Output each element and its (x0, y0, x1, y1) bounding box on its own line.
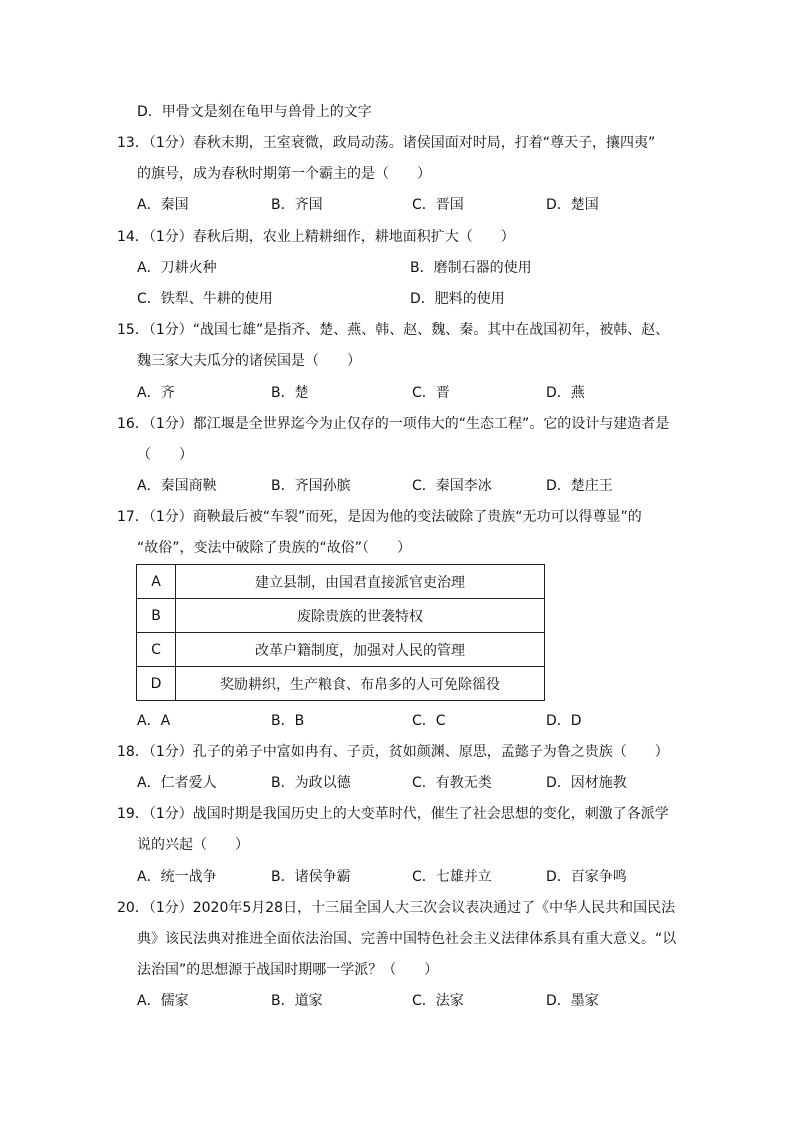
q18-option-c[interactable]: C．有教无类 (412, 775, 492, 791)
q15-stem-line1: 15．（1分）“战国七雄”是指齐、楚、燕、韩、赵、魏、秦。其中在战国初年，被韩、赵、 (117, 322, 670, 338)
table-key-cell: A (137, 565, 176, 599)
q20-stem-line3: 法治国”的思想源于战国时期哪一学派？（ ） (137, 962, 439, 978)
q20-option-a[interactable]: A．儒家 (137, 993, 189, 1009)
q19-option-c[interactable]: C．七雄并立 (412, 869, 492, 885)
q18-option-b[interactable]: B．为政以德 (271, 775, 351, 791)
q19-option-d[interactable]: D．百家争鸣 (546, 869, 627, 885)
q17-option-a[interactable]: A．A (137, 713, 171, 729)
q17-option-b[interactable]: B．B (271, 713, 305, 729)
q20-option-c[interactable]: C．法家 (412, 993, 464, 1009)
q15-option-c[interactable]: C．晋 (412, 385, 450, 401)
table-row (137, 565, 545, 599)
q16-option-c[interactable]: C．秦国李冰 (412, 478, 492, 494)
q15-option-a[interactable]: A．齐 (137, 385, 175, 401)
q18-stem-line1: 18．（1分）孔子的弟子中富如冉有、子贡，贫如颜渊、原思，孟懿子为鲁之贵族（ ） (117, 744, 669, 760)
q17-stem-line1: 17．（1分）商鞅最后被“车裂”而死，是因为他的变法破除了贵族“无功可以得尊显”的 (117, 509, 642, 525)
table-row (137, 633, 545, 667)
q18-option-a[interactable]: A．仁者爱人 (137, 775, 217, 791)
table-text-cell: 建立县制，由国君直接派官吏治理 (176, 565, 545, 599)
q14-stem-line1: 14．（1分）春秋后期，农业上精耕细作，耕地面积扩大（ ） (117, 229, 515, 245)
q14-option-b[interactable]: B．磨制石器的使用 (410, 260, 532, 276)
table-key-cell: D (137, 667, 176, 701)
q18-option-d[interactable]: D．因材施教 (546, 775, 627, 791)
table-key-cell: C (137, 633, 176, 667)
q13-option-d[interactable]: D．楚国 (546, 197, 599, 213)
q14-option-a[interactable]: A．刀耕火种 (137, 260, 217, 276)
q17-stem-line2: “故俗”，变法中破除了贵族的“故俗”（ ） (137, 540, 412, 556)
q17-option-d[interactable]: D．D (546, 713, 582, 729)
q19-stem-line1: 19．（1分）战国时期是我国历史上的大变革时代，催生了社会思想的变化，刺激了各派学 (117, 806, 669, 822)
q14-option-d[interactable]: D．肥料的使用 (410, 291, 505, 307)
q16-option-a[interactable]: A．秦国商鞅 (137, 478, 217, 494)
q15-stem-line2: 魏三家大夫瓜分的诸侯国是（ ） (137, 353, 361, 369)
q19-stem-line2: 说的兴起（ ） (137, 837, 249, 853)
table-row (137, 599, 545, 633)
q13-option-a[interactable]: A．秦国 (137, 197, 189, 213)
q20-option-b[interactable]: B．道家 (271, 993, 323, 1009)
table-row (137, 667, 545, 701)
q12-option-d: D．甲骨文是刻在龟甲与兽骨上的文字 (137, 104, 372, 120)
q20-stem-line2: 典》该民法典对推进全面依法治国、完善中国特色社会主义法律体系具有重大意义。“以 (137, 931, 677, 947)
q16-stem-line1: 16．（1分）都江堰是全世界迄今为止仅存的一项伟大的“生态工程”。它的设计与建造者是 (117, 416, 670, 432)
table-key-cell: B (137, 599, 176, 633)
q13-option-c[interactable]: C．晋国 (412, 197, 464, 213)
q13-option-b[interactable]: B．齐国 (271, 197, 323, 213)
q17-options-table (136, 564, 545, 701)
q15-option-b[interactable]: B．楚 (271, 385, 309, 401)
q19-option-b[interactable]: B．诸侯争霸 (271, 869, 351, 885)
q16-stem-line2: （ ） (137, 447, 193, 463)
q16-option-d[interactable]: D．楚庄王 (546, 478, 613, 494)
q13-stem-line2: 的旗号，成为春秋时期第一个霸主的是（ ） (137, 166, 431, 182)
q16-option-b[interactable]: B．齐国孙膑 (271, 478, 351, 494)
q20-stem-line1: 20．（1分）2020年5月28日，十三届全国人大三次会议表决通过了《中华人民共和国民法 (117, 900, 676, 916)
q17-option-c[interactable]: C．C (412, 713, 446, 729)
table-text-cell: 奖励耕织，生产粮食、布帛多的人可免除徭役 (176, 667, 545, 701)
table-text-cell: 改革户籍制度，加强对人民的管理 (176, 633, 545, 667)
table-text-cell: 废除贵族的世袭特权 (176, 599, 545, 633)
q19-option-a[interactable]: A．统一战争 (137, 869, 217, 885)
q20-option-d[interactable]: D．墨家 (546, 993, 599, 1009)
q13-stem-line1: 13．（1分）春秋末期，王室衰微，政局动荡。诸侯国面对时局，打着“尊天子，攘四夷” (117, 135, 656, 151)
q15-option-d[interactable]: D．燕 (546, 385, 585, 401)
q14-option-c[interactable]: C．铁犁、牛耕的使用 (137, 291, 273, 307)
